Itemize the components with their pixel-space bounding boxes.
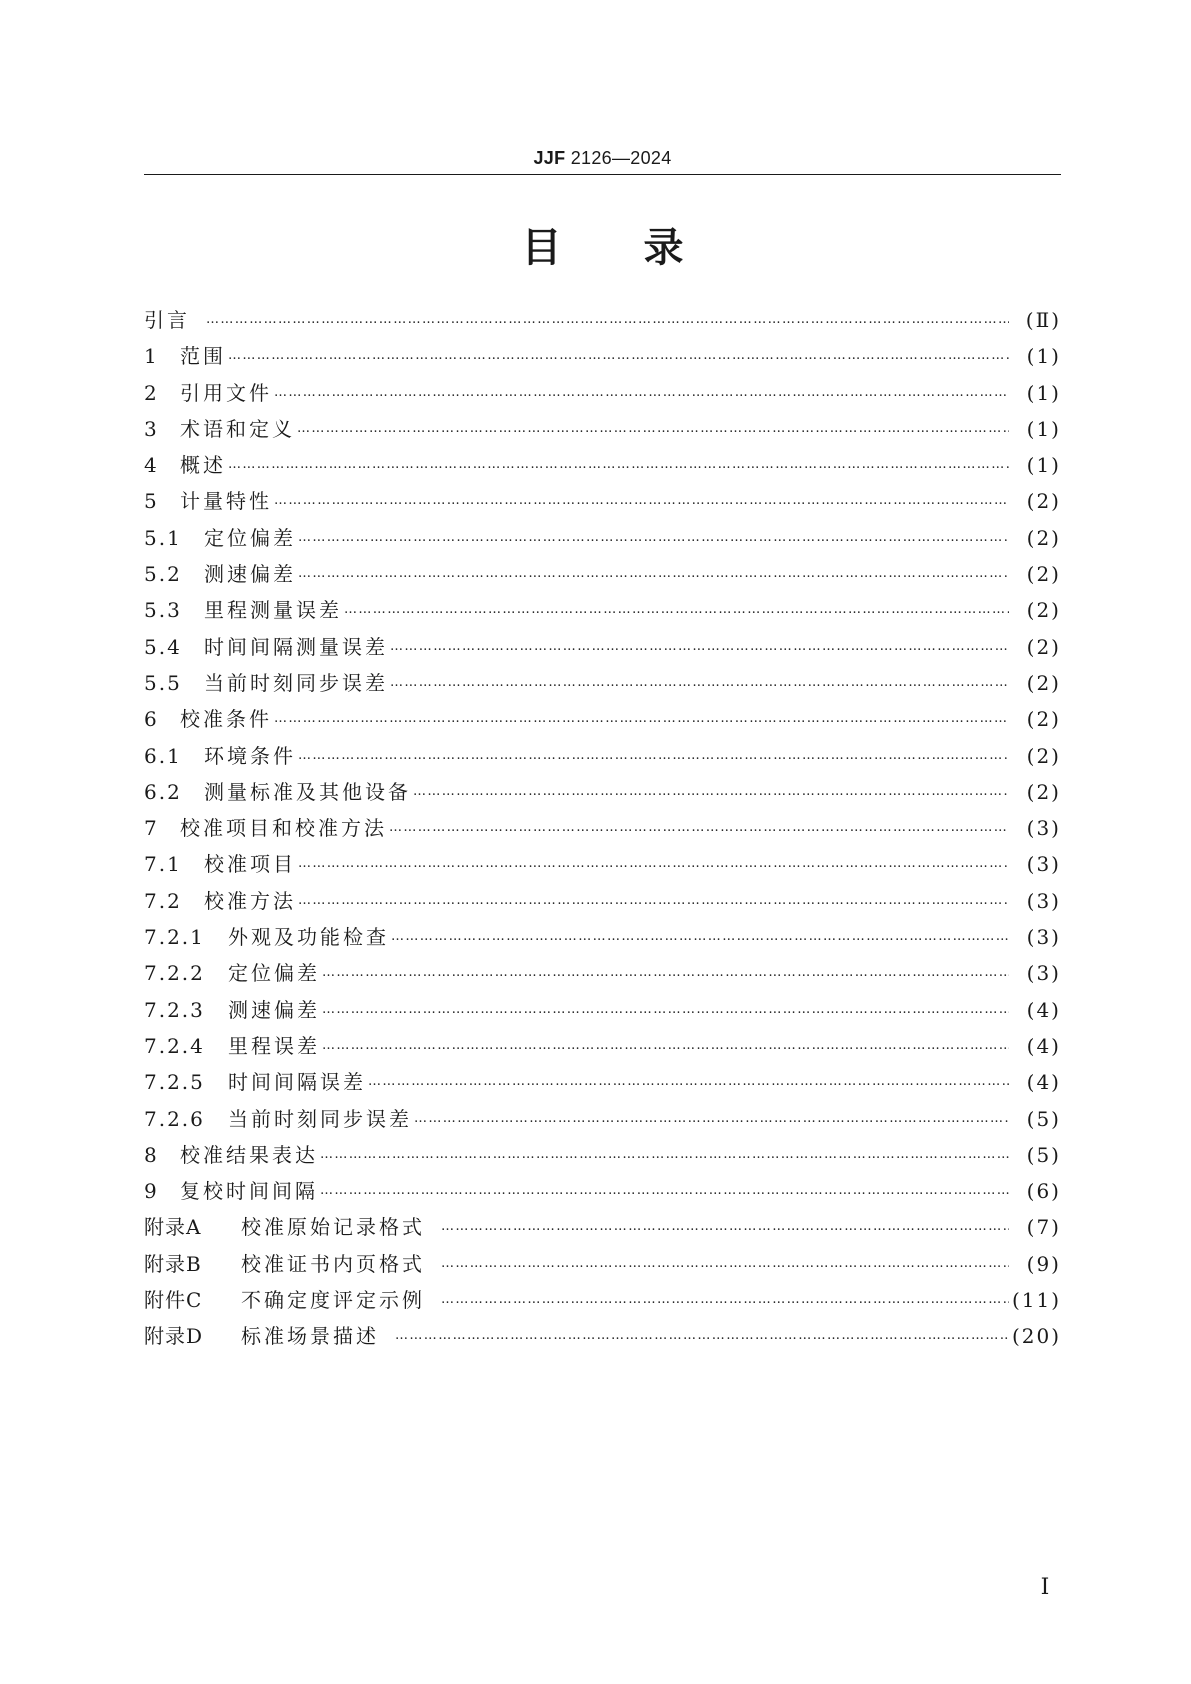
toc-leader-dots xyxy=(414,1101,1009,1137)
toc-leader-dots xyxy=(297,411,1009,447)
toc-entry-page: (3) xyxy=(1026,961,1061,986)
toc-entry-page: (11) xyxy=(1011,1288,1061,1313)
toc-entry-label: 里程测量误差 xyxy=(204,598,342,623)
toc-entry-label: 范围 xyxy=(180,344,226,369)
toc-leader-dots xyxy=(298,520,1009,556)
toc-leader-dots xyxy=(391,919,1009,955)
toc-leader-dots xyxy=(298,738,1009,774)
toc-entry-label: 校准项目 xyxy=(204,852,296,877)
document-header xyxy=(144,138,1061,178)
toc-entry-page: (2) xyxy=(1026,707,1061,732)
toc-entry-page: (2) xyxy=(1026,525,1061,550)
toc-entry[interactable] xyxy=(144,846,1061,882)
toc-entry-label: 测速偏差 xyxy=(204,562,296,587)
toc-entry-page: (2) xyxy=(1026,670,1061,695)
toc-entry[interactable] xyxy=(144,992,1061,1028)
toc-entry-number: 5.5 xyxy=(144,670,182,695)
toc-entry-number: 5.1 xyxy=(144,525,182,550)
toc-entry-number: 5.3 xyxy=(144,598,182,623)
toc-entry-page: (6) xyxy=(1026,1179,1061,1204)
page-title: 目录 xyxy=(521,225,766,271)
toc-entry-page: (4) xyxy=(1026,997,1061,1022)
toc-entry-page: (20) xyxy=(1011,1324,1061,1349)
toc-leader-dots xyxy=(389,810,1009,846)
toc-entry-number: 5.2 xyxy=(144,562,182,587)
toc-entry-number: 5.4 xyxy=(144,634,182,659)
toc-entry[interactable] xyxy=(144,520,1061,556)
toc-entry-label: 时间间隔测量误差 xyxy=(204,634,388,659)
toc-entry-number: 7.1 xyxy=(144,852,182,877)
toc-entry[interactable] xyxy=(144,411,1061,447)
toc-entry-label: 校准证书内页格式 xyxy=(241,1251,425,1276)
standard-code-number: 2126—2024 xyxy=(570,148,672,168)
toc-entry-page: (1) xyxy=(1026,416,1061,441)
toc-entry-page: (3) xyxy=(1026,888,1061,913)
toc-leader-dots xyxy=(228,447,1009,483)
toc-leader-dots xyxy=(298,846,1009,882)
toc-entry-page: (2) xyxy=(1026,779,1061,804)
toc-leader-dots xyxy=(441,1282,1009,1318)
toc-leader-dots xyxy=(322,992,1009,1028)
toc-entry-page: (Ⅱ) xyxy=(1025,308,1061,332)
toc-entry-page: (5) xyxy=(1026,1142,1061,1167)
toc-entry-number: 7 xyxy=(144,816,159,841)
toc-entry-page: (2) xyxy=(1026,634,1061,659)
toc-entry-number: 7.2.5 xyxy=(144,1070,205,1095)
table-of-contents xyxy=(144,302,1061,1355)
toc-leader-dots xyxy=(274,375,1009,411)
toc-entry[interactable] xyxy=(144,483,1061,519)
toc-entry[interactable] xyxy=(144,1173,1061,1209)
toc-entry-number: 附录B xyxy=(144,1251,202,1276)
toc-entry-page: (1) xyxy=(1026,380,1061,405)
toc-entry[interactable] xyxy=(144,375,1061,411)
toc-entry-label: 不确定度评定示例 xyxy=(241,1288,425,1313)
toc-entry[interactable] xyxy=(144,302,1061,338)
toc-leader-dots xyxy=(298,556,1009,592)
toc-entry[interactable] xyxy=(144,1282,1061,1318)
toc-entry[interactable] xyxy=(144,919,1061,955)
toc-entry-label: 概述 xyxy=(180,453,226,478)
toc-entry-label: 校准方法 xyxy=(204,888,296,913)
toc-leader-dots xyxy=(413,774,1009,810)
toc-entry-number: 7.2.1 xyxy=(144,925,205,950)
toc-leader-dots xyxy=(390,629,1009,665)
toc-leader-dots xyxy=(274,701,1009,737)
toc-entry-page: (1) xyxy=(1026,453,1061,478)
toc-entry-number: 6 xyxy=(144,707,159,732)
toc-entry-label: 环境条件 xyxy=(204,743,296,768)
toc-entry-page: (3) xyxy=(1026,925,1061,950)
toc-entry-page: (9) xyxy=(1026,1251,1061,1276)
toc-leader-dots xyxy=(298,883,1009,919)
toc-entry-page: (3) xyxy=(1026,816,1061,841)
toc-entry[interactable] xyxy=(144,338,1061,374)
toc-entry[interactable] xyxy=(144,738,1061,774)
toc-entry[interactable] xyxy=(144,1101,1061,1137)
toc-entry[interactable] xyxy=(144,955,1061,991)
toc-entry-number: 2 xyxy=(144,380,159,405)
toc-entry-label: 时间间隔误差 xyxy=(228,1070,366,1095)
toc-leader-dots xyxy=(441,1209,1009,1245)
toc-entry-number: 7.2.4 xyxy=(144,1033,205,1058)
toc-entry-label: 当前时刻同步误差 xyxy=(204,670,388,695)
toc-entry-number: 7.2.2 xyxy=(144,961,205,986)
toc-entry[interactable] xyxy=(144,810,1061,846)
toc-entry-number: 7.2.6 xyxy=(144,1106,205,1131)
toc-entry-label: 定位偏差 xyxy=(228,961,320,986)
toc-entry-number: 7.2.3 xyxy=(144,997,205,1022)
toc-entry-number: 4 xyxy=(144,453,159,478)
toc-entry-label: 校准项目和校准方法 xyxy=(180,816,387,841)
toc-entry-page: (2) xyxy=(1026,598,1061,623)
toc-leader-dots xyxy=(206,302,1009,338)
toc-leader-dots xyxy=(441,1246,1009,1282)
toc-leader-dots xyxy=(344,592,1009,628)
toc-entry-label: 校准原始记录格式 xyxy=(241,1215,425,1240)
toc-entry[interactable] xyxy=(144,629,1061,665)
toc-leader-dots xyxy=(274,483,1009,519)
toc-entry[interactable] xyxy=(144,1318,1061,1354)
toc-entry-page: (4) xyxy=(1026,1033,1061,1058)
toc-entry-label: 术语和定义 xyxy=(180,416,295,441)
toc-entry-number: 3 xyxy=(144,416,159,441)
toc-entry-label: 外观及功能检查 xyxy=(228,925,389,950)
toc-entry[interactable] xyxy=(144,1209,1061,1245)
toc-entry[interactable] xyxy=(144,592,1061,628)
toc-leader-dots xyxy=(395,1318,1009,1354)
toc-entry-label: 引言 xyxy=(144,308,190,332)
toc-entry-label: 里程误差 xyxy=(228,1033,320,1058)
toc-entry-label: 计量特性 xyxy=(180,489,272,514)
toc-entry-number: 附录D xyxy=(144,1324,204,1349)
toc-entry-number: 附件C xyxy=(144,1288,203,1313)
toc-entry-page: (7) xyxy=(1026,1215,1061,1240)
toc-entry[interactable] xyxy=(144,1064,1061,1100)
toc-leader-dots xyxy=(320,1173,1009,1209)
toc-entry-label: 测速偏差 xyxy=(228,997,320,1022)
toc-entry-number: 9 xyxy=(144,1179,159,1204)
page-number: Ⅰ xyxy=(1040,1575,1050,1600)
toc-entry[interactable] xyxy=(144,883,1061,919)
toc-entry-page: (3) xyxy=(1026,852,1061,877)
toc-entry-label: 定位偏差 xyxy=(204,525,296,550)
toc-leader-dots xyxy=(320,1137,1009,1173)
toc-entry[interactable] xyxy=(144,665,1061,701)
toc-entry-number: 7.2 xyxy=(144,888,182,913)
toc-entry-page: (4) xyxy=(1026,1070,1061,1095)
toc-entry-page: (2) xyxy=(1026,562,1061,587)
toc-entry-label: 校准条件 xyxy=(180,707,272,732)
toc-entry[interactable] xyxy=(144,1028,1061,1064)
toc-entry-page: (1) xyxy=(1026,344,1061,369)
toc-entry-number: 8 xyxy=(144,1142,159,1167)
toc-entry-page: (5) xyxy=(1026,1106,1061,1131)
toc-entry[interactable] xyxy=(144,1246,1061,1282)
toc-entry-label: 复校时间间隔 xyxy=(180,1179,318,1204)
toc-leader-dots xyxy=(322,1028,1009,1064)
toc-entry-label: 标准场景描述 xyxy=(241,1324,379,1349)
toc-leader-dots xyxy=(368,1064,1009,1100)
toc-entry-label: 当前时刻同步误差 xyxy=(228,1106,412,1131)
toc-entry-number: 6.2 xyxy=(144,779,182,804)
header-rule xyxy=(144,174,1061,175)
toc-entry-number: 5 xyxy=(144,489,159,514)
toc-entry-label: 测量标准及其他设备 xyxy=(204,779,411,804)
toc-entry[interactable] xyxy=(144,774,1061,810)
toc-leader-dots xyxy=(228,338,1009,374)
toc-entry-label: 引用文件 xyxy=(180,380,272,405)
toc-entry[interactable] xyxy=(144,1137,1061,1173)
toc-entry-label: 校准结果表达 xyxy=(180,1142,318,1167)
toc-leader-dots xyxy=(390,665,1009,701)
standard-code-prefix: JJF xyxy=(533,148,566,168)
toc-leader-dots xyxy=(322,955,1009,991)
toc-entry-page: (2) xyxy=(1026,489,1061,514)
toc-entry-page: (2) xyxy=(1026,743,1061,768)
toc-entry[interactable] xyxy=(144,447,1061,483)
toc-entry-number: 附录A xyxy=(144,1215,202,1240)
toc-entry[interactable] xyxy=(144,701,1061,737)
toc-entry-number: 1 xyxy=(144,344,159,369)
toc-entry-number: 6.1 xyxy=(144,743,182,768)
toc-entry[interactable] xyxy=(144,556,1061,592)
